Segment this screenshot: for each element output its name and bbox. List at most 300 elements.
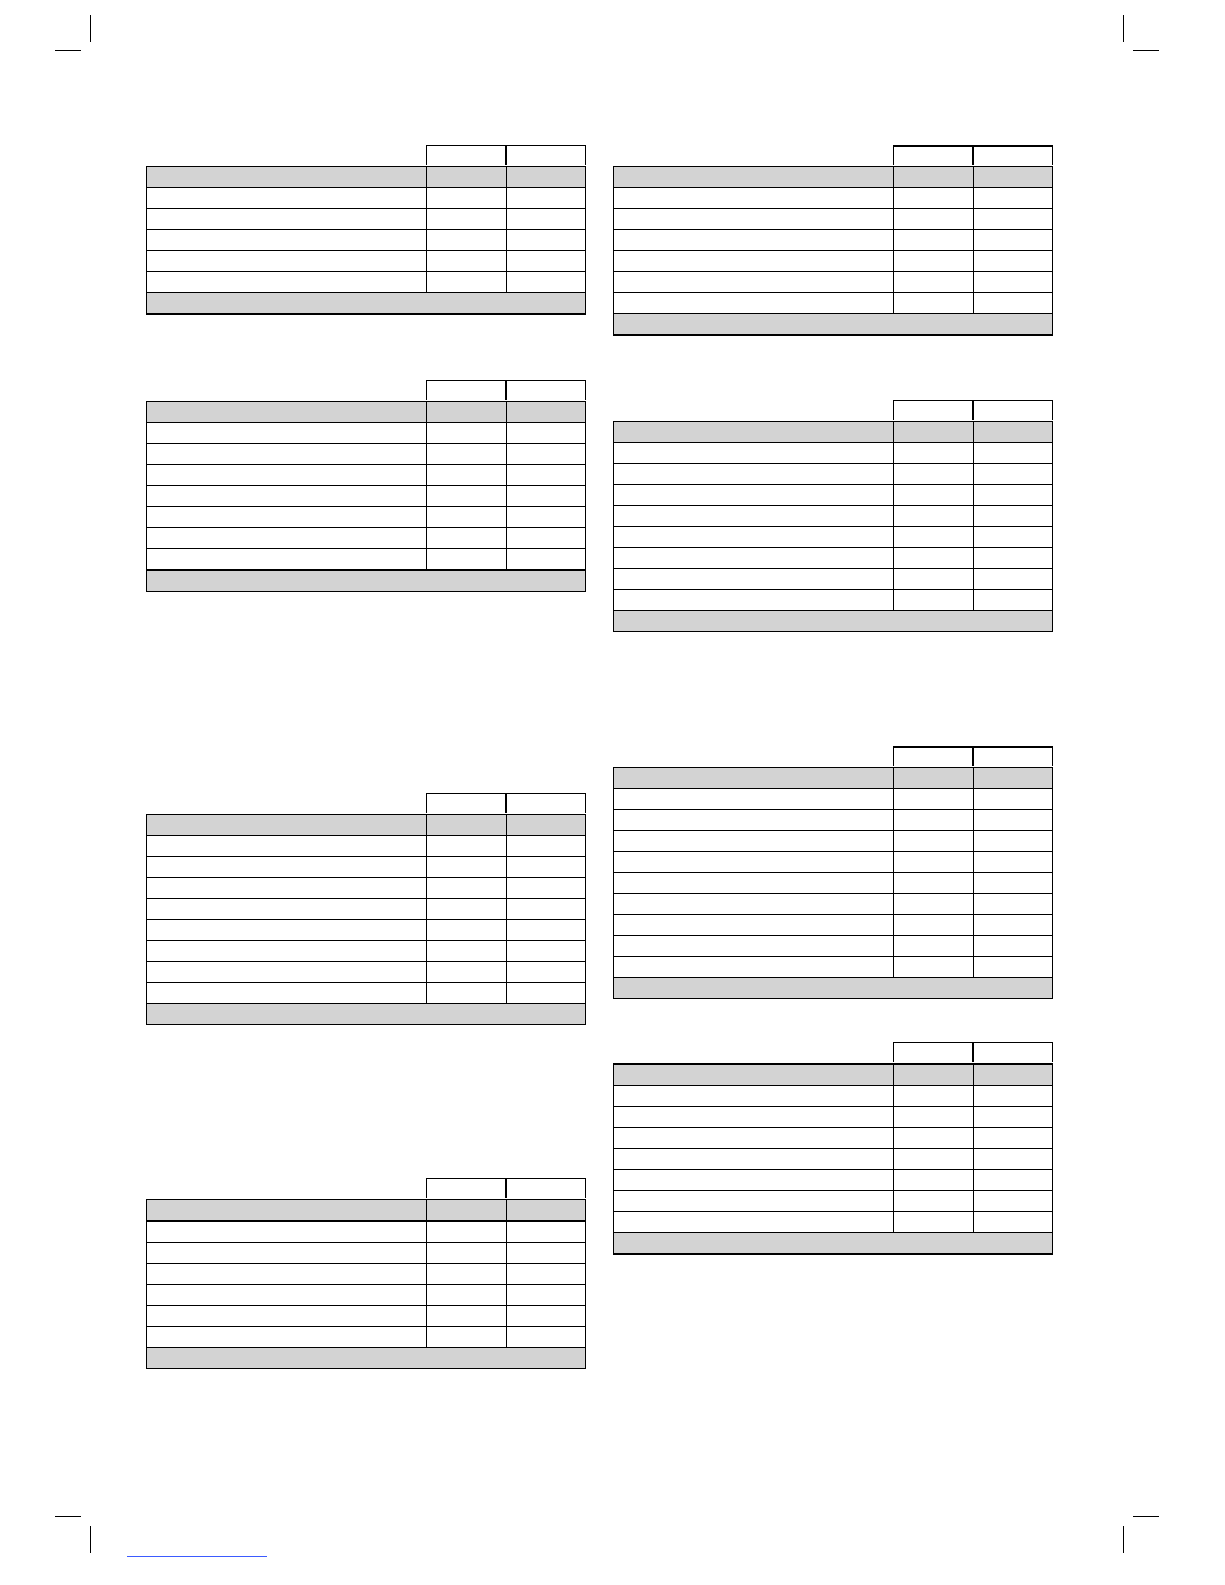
- crop-mark-top-left-v: [90, 15, 91, 42]
- cell-value: [427, 511, 431, 523]
- table-row: [614, 1191, 1052, 1212]
- cell: [507, 1222, 585, 1242]
- table-row: [614, 1086, 1052, 1107]
- cell-label: [147, 945, 151, 957]
- cell: [614, 293, 894, 313]
- cell: [614, 167, 894, 187]
- cell: [614, 1107, 894, 1127]
- cell-value: [507, 966, 511, 978]
- cell: [427, 167, 507, 187]
- cell-value: [894, 1216, 898, 1228]
- cell-value: [507, 882, 511, 894]
- table-header-columns: [146, 793, 586, 814]
- cell: [894, 527, 974, 547]
- cell: [974, 831, 1052, 851]
- column-header-2: [973, 145, 1053, 165]
- cell: [894, 422, 974, 442]
- cell-value: [507, 1226, 511, 1238]
- cell-label: [614, 255, 618, 267]
- cell-value: [894, 961, 898, 973]
- table-row: [147, 941, 585, 962]
- cell-value: [507, 171, 511, 183]
- table-row: [147, 251, 585, 272]
- cell: [507, 507, 585, 527]
- cell-value: [974, 961, 978, 973]
- cell: [894, 936, 974, 956]
- cell: [147, 941, 427, 961]
- cell-value: [894, 297, 898, 309]
- cell: [614, 1149, 894, 1169]
- cell-value: [507, 469, 511, 481]
- cell: [894, 1128, 974, 1148]
- cell: [614, 768, 894, 788]
- cell-value: [974, 1132, 978, 1144]
- cell: [147, 899, 427, 919]
- column-header-1-label: [894, 405, 898, 417]
- cell-label: [614, 1132, 618, 1144]
- cell: [147, 549, 427, 569]
- crop-mark-top-left-h: [55, 50, 81, 51]
- cell: [974, 1086, 1052, 1106]
- table-left-1: [146, 145, 586, 315]
- cell-value: [894, 447, 898, 459]
- cell-value: [894, 531, 898, 543]
- cell-label: [614, 1090, 618, 1102]
- cell-value: [427, 903, 431, 915]
- cell: [974, 1191, 1052, 1211]
- cell-label: [614, 276, 618, 288]
- cell-value: [974, 919, 978, 931]
- cell-label: [147, 192, 151, 204]
- cell-label: [614, 940, 618, 952]
- cell: [614, 1065, 894, 1085]
- cell-value: [894, 835, 898, 847]
- crop-mark-bottom-left-v: [90, 1526, 91, 1553]
- cell: [614, 590, 894, 610]
- cell: [507, 857, 585, 877]
- cell-label: [147, 966, 151, 978]
- cell-value: [507, 276, 511, 288]
- cell: [974, 167, 1052, 187]
- cell: [974, 768, 1052, 788]
- cell-label: [147, 840, 151, 852]
- cell-label: [147, 987, 151, 999]
- cell-label: [147, 819, 151, 831]
- cell-label: [614, 426, 618, 438]
- cell-value: [507, 903, 511, 915]
- cell: [147, 983, 427, 1003]
- column-header-2: [973, 1042, 1053, 1062]
- cell-label: [614, 793, 618, 805]
- cell-value: [974, 552, 978, 564]
- cell-label: [147, 1331, 151, 1343]
- cell-value: [507, 1331, 511, 1343]
- cell-value: [894, 552, 898, 564]
- cell: [147, 251, 427, 271]
- cell: [894, 1107, 974, 1127]
- cell: [974, 936, 1052, 956]
- crop-mark-bottom-right-v: [1123, 1526, 1124, 1553]
- cell-label: [147, 469, 151, 481]
- cell-value: [974, 793, 978, 805]
- cell: [974, 527, 1052, 547]
- cell: [614, 915, 894, 935]
- footer-label: [614, 318, 618, 330]
- cell-value: [427, 1226, 431, 1238]
- cell: [507, 878, 585, 898]
- cell-label: [614, 234, 618, 246]
- footer-label: [614, 615, 618, 627]
- cell: [147, 465, 427, 485]
- table-grid: [146, 814, 586, 1025]
- cell-value: [894, 1069, 898, 1081]
- cell: [507, 899, 585, 919]
- cell-label: [147, 511, 151, 523]
- cell-value: [974, 856, 978, 868]
- column-header-1: [893, 746, 973, 766]
- table-footer: [147, 1004, 585, 1024]
- cell-label: [147, 532, 151, 544]
- table-header-columns: [613, 400, 1053, 421]
- cell-value: [507, 1268, 511, 1280]
- column-header-1-label: [427, 1183, 431, 1195]
- cell: [974, 485, 1052, 505]
- cell-value: [427, 882, 431, 894]
- cell: [894, 789, 974, 809]
- table-row: [614, 293, 1052, 314]
- cell-value: [507, 945, 511, 957]
- cell-label: [614, 877, 618, 889]
- table-header-columns: [613, 145, 1053, 166]
- cell: [147, 1327, 427, 1347]
- cell: [427, 209, 507, 229]
- table-row: [614, 506, 1052, 527]
- cell-value: [894, 276, 898, 288]
- cell: [974, 251, 1052, 271]
- cell: [894, 230, 974, 250]
- cell: [507, 486, 585, 506]
- column-header-1: [426, 145, 506, 165]
- cell: [614, 527, 894, 547]
- cell-value: [894, 898, 898, 910]
- cell-value: [507, 1204, 511, 1216]
- cell: [507, 423, 585, 443]
- cell: [974, 1170, 1052, 1190]
- cell: [147, 878, 427, 898]
- cell: [974, 894, 1052, 914]
- column-header-1-label: [427, 150, 431, 162]
- cell: [507, 1200, 585, 1220]
- cell: [507, 1306, 585, 1326]
- cell-value: [894, 171, 898, 183]
- cell: [974, 272, 1052, 292]
- cell-label: [147, 1204, 151, 1216]
- cell: [614, 873, 894, 893]
- table-row: [614, 852, 1052, 873]
- column-header-2: [973, 400, 1053, 420]
- cell-value: [894, 1195, 898, 1207]
- column-header-1: [893, 1042, 973, 1062]
- cell-value: [974, 1195, 978, 1207]
- table-row: [147, 899, 585, 920]
- cell: [974, 1128, 1052, 1148]
- cell: [507, 815, 585, 835]
- table-header-columns: [613, 746, 1053, 767]
- cell-value: [894, 793, 898, 805]
- cell: [614, 188, 894, 208]
- footer-label: [147, 297, 151, 309]
- cell: [427, 920, 507, 940]
- cell-value: [974, 531, 978, 543]
- cell: [894, 443, 974, 463]
- table-row: [147, 1327, 585, 1348]
- cell-value: [427, 1204, 431, 1216]
- cell: [427, 836, 507, 856]
- table-left-3: [146, 793, 586, 1025]
- cell: [614, 506, 894, 526]
- table-row: [147, 983, 585, 1004]
- table-row-header: [147, 1200, 585, 1222]
- cell-value: [507, 490, 511, 502]
- cell: [507, 1327, 585, 1347]
- table-row: [147, 1285, 585, 1306]
- cell: [974, 1149, 1052, 1169]
- table-row-header: [614, 1065, 1052, 1086]
- cell-value: [894, 213, 898, 225]
- link-underline[interactable]: [127, 1556, 267, 1557]
- cell-value: [974, 877, 978, 889]
- cell: [894, 506, 974, 526]
- table-row: [147, 465, 585, 486]
- cell-label: [147, 255, 151, 267]
- cell-value: [427, 234, 431, 246]
- cell-label: [147, 171, 151, 183]
- cell-value: [427, 819, 431, 831]
- cell-value: [507, 213, 511, 225]
- cell-value: [427, 406, 431, 418]
- cell-label: [147, 213, 151, 225]
- cell: [894, 1065, 974, 1085]
- table-row: [147, 423, 585, 444]
- column-header-2-label: [507, 150, 511, 162]
- cell: [974, 873, 1052, 893]
- table-row: [614, 1170, 1052, 1191]
- cell: [974, 443, 1052, 463]
- cell-label: [147, 882, 151, 894]
- cell: [147, 815, 427, 835]
- cell-value: [974, 255, 978, 267]
- cell: [507, 1285, 585, 1305]
- table-grid: [146, 1199, 586, 1369]
- table-row-header: [147, 402, 585, 423]
- cell-label: [614, 1174, 618, 1186]
- table-row: [147, 1264, 585, 1285]
- column-header-2-label: [507, 798, 511, 810]
- table-left-2: [146, 380, 586, 592]
- cell-value: [427, 448, 431, 460]
- cell-value: [427, 532, 431, 544]
- cell-value: [974, 297, 978, 309]
- cell: [427, 962, 507, 982]
- table-row: [147, 920, 585, 941]
- cell-value: [507, 1289, 511, 1301]
- cell-value: [427, 255, 431, 267]
- cell-label: [147, 924, 151, 936]
- table-row: [614, 894, 1052, 915]
- table-right-2: [613, 400, 1053, 632]
- cell: [974, 569, 1052, 589]
- column-header-2: [506, 793, 586, 813]
- table-row: [614, 443, 1052, 464]
- cell: [894, 1212, 974, 1232]
- cell-label: [614, 531, 618, 543]
- cell: [147, 1285, 427, 1305]
- cell: [427, 1306, 507, 1326]
- cell-label: [614, 594, 618, 606]
- table-row: [614, 957, 1052, 978]
- cell-value: [974, 468, 978, 480]
- cell: [507, 528, 585, 548]
- table-footer: [147, 1348, 585, 1368]
- cell-label: [614, 447, 618, 459]
- cell: [507, 962, 585, 982]
- table-row: [614, 915, 1052, 936]
- cell: [427, 1222, 507, 1242]
- cell: [974, 915, 1052, 935]
- cell-label: [147, 406, 151, 418]
- table-footer: [147, 293, 585, 313]
- cell: [894, 1191, 974, 1211]
- cell: [427, 899, 507, 919]
- cell: [614, 485, 894, 505]
- cell: [427, 1264, 507, 1284]
- cell-value: [974, 510, 978, 522]
- cell-value: [974, 940, 978, 952]
- cell-value: [894, 1132, 898, 1144]
- table-row: [614, 272, 1052, 293]
- cell-value: [427, 1331, 431, 1343]
- cell-value: [974, 447, 978, 459]
- column-header-1-label: [427, 385, 431, 397]
- cell-value: [894, 919, 898, 931]
- column-header-2-label: [974, 151, 978, 163]
- cell: [614, 1128, 894, 1148]
- cell: [894, 209, 974, 229]
- column-header-2-label: [974, 1047, 978, 1059]
- cell: [427, 251, 507, 271]
- cell-label: [147, 276, 151, 288]
- cell: [507, 941, 585, 961]
- cell: [894, 569, 974, 589]
- crop-mark-bottom-left-h: [55, 1516, 81, 1517]
- table-row: [614, 230, 1052, 251]
- cell-value: [427, 469, 431, 481]
- cell: [894, 251, 974, 271]
- cell-value: [974, 573, 978, 585]
- cell-value: [974, 213, 978, 225]
- cell: [147, 209, 427, 229]
- cell-value: [507, 448, 511, 460]
- column-header-1: [426, 1178, 506, 1198]
- cell: [614, 422, 894, 442]
- cell-value: [427, 840, 431, 852]
- cell: [614, 894, 894, 914]
- cell: [147, 423, 427, 443]
- table-row: [147, 230, 585, 251]
- cell: [894, 894, 974, 914]
- cell-label: [147, 427, 151, 439]
- cell: [427, 1243, 507, 1263]
- column-header-2: [506, 380, 586, 400]
- cell-value: [507, 553, 511, 565]
- cell: [894, 831, 974, 851]
- column-header-1: [426, 793, 506, 813]
- cell: [147, 1264, 427, 1284]
- cell: [147, 402, 427, 422]
- table-row: [614, 1128, 1052, 1149]
- cell-label: [614, 1069, 618, 1081]
- cell: [147, 188, 427, 208]
- table-row: [614, 873, 1052, 894]
- cell: [147, 272, 427, 292]
- table-grid: [146, 401, 586, 592]
- table-row: [614, 548, 1052, 569]
- table-row: [147, 528, 585, 549]
- table-row: [147, 507, 585, 528]
- cell: [427, 1200, 507, 1220]
- cell: [147, 836, 427, 856]
- cell: [974, 852, 1052, 872]
- cell-value: [507, 840, 511, 852]
- cell: [974, 293, 1052, 313]
- cell: [894, 852, 974, 872]
- cell-value: [507, 819, 511, 831]
- cell: [427, 465, 507, 485]
- cell-label: [147, 1289, 151, 1301]
- cell: [894, 590, 974, 610]
- cell-label: [614, 468, 618, 480]
- cell: [894, 1170, 974, 1190]
- table-row: [614, 485, 1052, 506]
- table-header-columns: [146, 1178, 586, 1199]
- cell: [507, 209, 585, 229]
- cell-value: [894, 877, 898, 889]
- cell-label: [614, 1195, 618, 1207]
- cell-value: [974, 489, 978, 501]
- table-footer: [614, 611, 1052, 631]
- cell: [427, 549, 507, 569]
- column-header-2-label: [507, 1183, 511, 1195]
- cell: [427, 857, 507, 877]
- cell: [147, 167, 427, 187]
- cell: [974, 230, 1052, 250]
- cell-value: [427, 1268, 431, 1280]
- cell: [614, 209, 894, 229]
- cell: [894, 957, 974, 977]
- cell: [427, 878, 507, 898]
- column-header-2-label: [974, 405, 978, 417]
- cell-value: [507, 511, 511, 523]
- cell-value: [974, 814, 978, 826]
- table-right-4: [613, 1042, 1053, 1255]
- table-row: [614, 936, 1052, 957]
- cell-value: [507, 861, 511, 873]
- footer-label: [614, 982, 618, 994]
- column-header-1-label: [894, 1047, 898, 1059]
- cell-value: [894, 468, 898, 480]
- cell: [894, 915, 974, 935]
- cell-value: [427, 213, 431, 225]
